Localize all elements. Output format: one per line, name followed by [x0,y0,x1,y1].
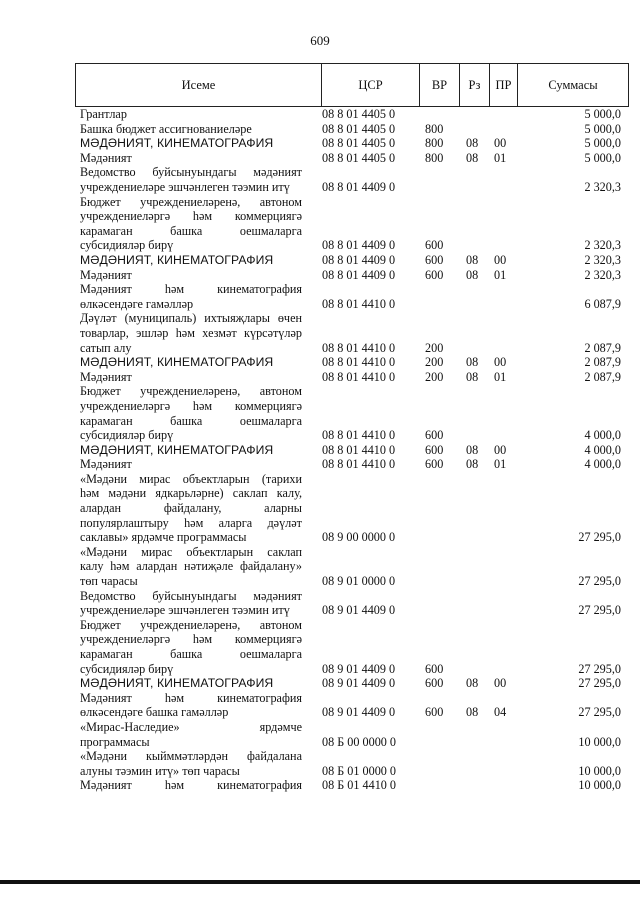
row-vr: 600 [425,238,444,253]
row-name [80,457,302,472]
row-csr: 08 8 01 4410 0 [322,457,396,472]
row-sum: 27 295,0 [578,574,621,589]
table-header [75,63,629,107]
row-sum: 5 000,0 [584,136,621,151]
row-sum: 27 295,0 [578,603,621,618]
row-pr: 01 [494,457,507,472]
row-name-line: Башка бюджет ассигнованиеләре [80,121,252,136]
row-name [80,282,302,311]
table-row [0,268,640,283]
row-csr: 08 8 01 4405 0 [322,136,396,151]
row-pr: 00 [494,252,507,267]
row-csr: 08 9 01 0000 0 [322,574,396,589]
row-name-line: МӘДӘНИЯТ, КИНЕМАТОГРАФИЯ [80,136,274,151]
row-name [80,253,302,268]
header-sum: Суммасы [548,78,598,92]
row-vr: 200 [425,340,444,355]
row-name [80,355,302,370]
row-csr: 08 8 01 4405 0 [322,150,396,165]
row-name [80,443,302,458]
row-rz: 08 [466,252,479,267]
row-name-line: Бюджет учреждениеләренә, автоном [80,384,302,399]
row-pr: 00 [494,355,507,370]
table-row [0,253,640,268]
table-row [0,676,640,691]
row-csr: 08 8 01 4410 0 [322,340,396,355]
row-name-line: учреждениеләргә һәм коммерциягә [80,398,302,413]
table-row [0,749,640,778]
row-vr: 600 [425,457,444,472]
row-name [80,165,302,194]
row-name-line: Ведомство буйсынуындагы мәдәният [80,165,302,180]
row-rz: 08 [466,676,479,691]
row-sum: 5 000,0 [584,107,621,121]
row-csr: 08 8 01 4410 0 [322,442,396,457]
row-name [80,691,302,720]
table-row [0,472,640,545]
row-csr: 08 Б 01 4410 0 [322,778,397,793]
row-name-line: учреждениеләре эшчәнлеген тәэмин итү [80,603,290,618]
row-name-line: өлкәсендәге башка гамәлләр [80,705,229,720]
row-name-line: товарлар, эшләр һәм хезмәт күрсәтүләр [80,325,302,340]
row-pr: 01 [494,369,507,384]
row-csr: 08 8 01 4409 0 [322,238,396,253]
row-vr: 200 [425,355,444,370]
row-pr: 01 [494,150,507,165]
row-rz: 08 [466,442,479,457]
table-row [0,195,640,253]
row-name-line: Бюджет учреждениеләренә, автоном [80,617,302,632]
row-name-line: Мәдәният һәм кинематография [80,690,302,705]
row-sum: 27 295,0 [578,661,621,676]
row-name [80,311,302,355]
table-row [0,384,640,442]
row-name-line: учреждениеләргә һәм коммерциягә [80,632,302,647]
row-name-line: карамаган башка оешмаларга [80,223,302,238]
row-csr: 08 9 01 4409 0 [322,705,396,720]
row-name-line: Ведомство буйсынуындагы мәдәният [80,588,302,603]
row-sum: 4 000,0 [584,428,621,443]
header-name: Исеме [76,64,322,106]
row-vr: 600 [425,676,444,691]
row-name-line: Мәдәният һәм кинематография [80,282,302,297]
row-csr: 08 9 00 0000 0 [322,530,396,545]
row-name-line: алуны тәэмин итү» төп чарасы [80,763,240,778]
table-row [0,778,640,793]
row-name [80,268,302,283]
row-csr: 08 8 01 4410 0 [322,428,396,443]
row-vr: 600 [425,705,444,720]
row-name [80,676,302,691]
row-csr: 08 9 01 4409 0 [322,676,396,691]
row-name-line: Мәдәният [80,267,132,282]
row-vr: 800 [425,121,444,136]
table-row [0,545,640,589]
row-name [80,545,302,589]
row-name [80,589,302,618]
table-row [0,720,640,749]
row-sum: 5 000,0 [584,121,621,136]
table-body [0,107,640,793]
row-name-line: программасы [80,734,150,749]
row-name [80,151,302,166]
row-name-line: һәм мәдәни ядкарьләрне) саклап калу, [80,486,302,501]
row-csr: 08 9 01 4409 0 [322,661,396,676]
row-name-line: МӘДӘНИЯТ, КИНЕМАТОГРАФИЯ [80,442,274,457]
header-vr: ВР [420,64,460,106]
table-row [0,618,640,676]
row-name-line: «Мәдәни мирас объектларын (тарихи [80,471,302,486]
row-name-line: субсидияләр бирү [80,661,174,676]
page-number: 609 [310,33,330,48]
row-name-line: субсидияләр бирү [80,428,174,443]
row-name-line: калу һәм алардан нәтиҗәле файдалану» [80,559,302,574]
row-name [80,749,302,778]
row-vr: 600 [425,661,444,676]
row-sum: 10 000,0 [578,734,621,749]
row-name-line: Мәдәният [80,369,132,384]
row-name-line: Грантлар [80,107,127,121]
table-row [0,122,640,137]
row-csr: 08 8 01 4410 0 [322,355,396,370]
table-row [0,457,640,472]
row-pr: 00 [494,136,507,151]
row-csr: 08 8 01 4405 0 [322,107,396,121]
row-name [80,107,302,122]
row-csr: 08 Б 00 0000 0 [322,734,397,749]
table-row [0,370,640,385]
row-rz: 08 [466,136,479,151]
row-name [80,778,302,793]
row-sum: 2 320,3 [584,238,621,253]
row-name-line: учреждениеләргә һәм коммерциягә [80,209,302,224]
row-name-line: Бюджет учреждениеләренә, автоном [80,194,302,209]
row-vr: 800 [425,136,444,151]
row-name-line: «Мәдәни мирас объектларын саклап [80,544,302,559]
row-csr: 08 9 01 4409 0 [322,603,396,618]
table-row [0,282,640,311]
table-row [0,443,640,458]
row-name-line: Мәдәният [80,457,132,472]
table-row [0,107,640,122]
row-vr: 600 [425,442,444,457]
row-vr: 600 [425,428,444,443]
row-vr: 200 [425,369,444,384]
row-pr: 00 [494,442,507,457]
row-name [80,472,302,545]
row-name-line: Мәдәният һәм кинематография [80,778,302,793]
row-csr: 08 8 01 4409 0 [322,179,396,194]
row-name-line: өлкәсендәге гамәлләр [80,296,194,311]
row-sum: 2 087,9 [584,355,621,370]
page-bottom-rule [0,880,640,884]
row-rz: 08 [466,369,479,384]
row-sum: 6 087,9 [584,296,621,311]
row-name-line: МӘДӘНИЯТ, КИНЕМАТОГРАФИЯ [80,676,274,691]
row-vr: 600 [425,252,444,267]
row-sum: 2 087,9 [584,369,621,384]
row-name-line: МӘДӘНИЯТ, КИНЕМАТОГРАФИЯ [80,355,274,370]
row-sum: 10 000,0 [578,778,621,793]
table-row [0,311,640,355]
row-name-line: «Мәдәни кыйммәтләрдән файдалана [80,749,302,764]
row-name [80,720,302,749]
row-pr: 04 [494,705,507,720]
row-sum: 4 000,0 [584,442,621,457]
row-rz: 08 [466,150,479,165]
row-name-line: Мәдәният [80,150,132,165]
row-pr: 00 [494,676,507,691]
row-sum: 27 295,0 [578,676,621,691]
row-name-line: МӘДӘНИЯТ, КИНЕМАТОГРАФИЯ [80,252,274,267]
row-rz: 08 [466,705,479,720]
row-csr: 08 8 01 4410 0 [322,296,396,311]
row-name [80,384,302,442]
row-name-line: карамаган башка оешмаларга [80,647,302,662]
table-row [0,355,640,370]
row-name [80,195,302,253]
row-name-line: карамаган башка оешмаларга [80,413,302,428]
row-sum: 27 295,0 [578,530,621,545]
table-row [0,136,640,151]
row-name-line: сатып алу [80,340,132,355]
table-row [0,165,640,194]
row-name-line: «Мирас-Наследие» ярдәмче [80,720,302,735]
row-name [80,136,302,151]
row-csr: 08 8 01 4409 0 [322,252,396,267]
row-name-line: Дәүләт (муниципаль) ихтыяҗлары өчен [80,311,302,326]
row-sum: 5 000,0 [584,150,621,165]
table-row [0,691,640,720]
row-sum: 2 320,3 [584,252,621,267]
row-name-line: алардан файдалану, аларны [80,501,302,516]
row-name-line: учреждениеләре эшчәнлеген тәэмин итү [80,179,290,194]
row-name [80,122,302,137]
header-csr: ЦСР [322,64,420,106]
row-sum: 2 320,3 [584,267,621,282]
table-row [0,151,640,166]
row-rz: 08 [466,355,479,370]
row-sum: 4 000,0 [584,457,621,472]
row-csr: 08 8 01 4409 0 [322,267,396,282]
row-name [80,618,302,676]
row-sum: 2 087,9 [584,340,621,355]
row-vr: 600 [425,267,444,282]
row-vr: 800 [425,150,444,165]
row-csr: 08 8 01 4405 0 [322,121,396,136]
row-csr: 08 8 01 4410 0 [322,369,396,384]
row-sum: 27 295,0 [578,705,621,720]
row-rz: 08 [466,267,479,282]
row-name-line: субсидияләр бирү [80,238,174,253]
header-pr: ПР [490,64,518,106]
header-rz: Рз [460,64,490,106]
row-sum: 10 000,0 [578,763,621,778]
table-row [0,589,640,618]
row-name-line: саклавы» ярдәмче программасы [80,530,247,545]
row-pr: 01 [494,267,507,282]
row-name [80,370,302,385]
row-name-line: популярлаштыру һәм аларга дәүләт [80,515,302,530]
row-sum: 2 320,3 [584,179,621,194]
row-csr: 08 Б 01 0000 0 [322,763,397,778]
row-rz: 08 [466,457,479,472]
row-name-line: төп чарасы [80,574,138,589]
